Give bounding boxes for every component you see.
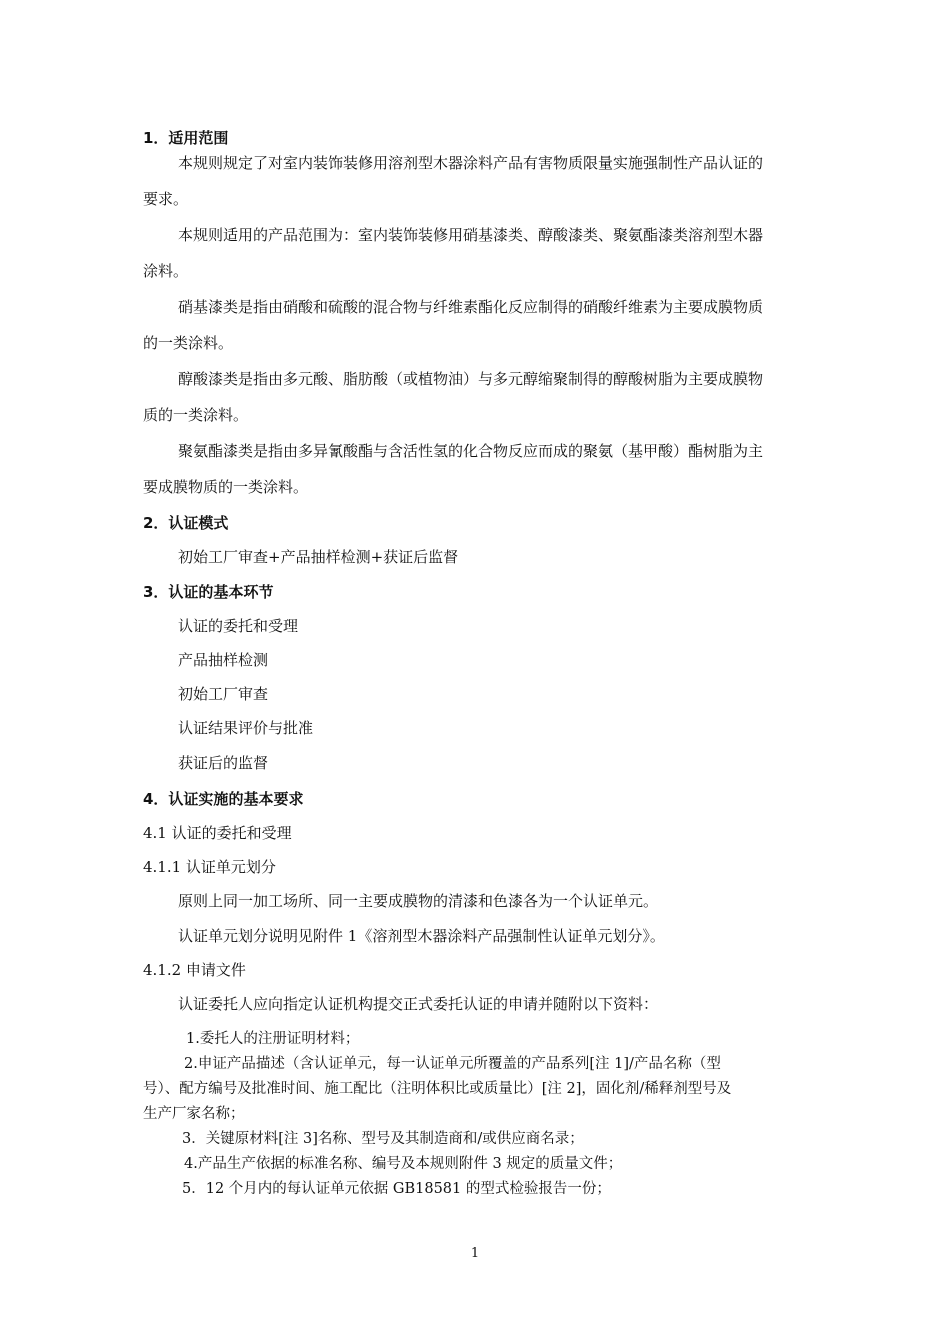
list-item: 认证结果评价与批准 (178, 719, 314, 737)
paragraph-line: 的一类涂料。 (143, 334, 234, 352)
paragraph-line: 认证单元划分说明见附件 1《溶剂型木器涂料产品强制性认证单元划分》。 (178, 927, 665, 945)
paragraph-line: 聚氨酯漆类是指由多异氰酸酯与含活性氢的化合物反应而成的聚氨（基甲酸）酯树脂为主 (178, 442, 764, 460)
paragraph-line: 涂料。 (143, 262, 189, 280)
requirement-item: 生产厂家名称； (143, 1106, 245, 1122)
paragraph-line: 原则上同一加工场所、同一主要成膜物的清漆和色漆各为一个认证单元。 (178, 892, 659, 910)
section-2-heading: 2．认证模式 (143, 514, 229, 532)
paragraph-line: 认证委托人应向指定认证机构提交正式委托认证的申请并随附以下资料： (178, 995, 659, 1013)
list-item: 认证的委托和受理 (178, 617, 299, 635)
list-item: 获证后的监督 (178, 754, 269, 772)
requirement-item: 2.申证产品描述（含认证单元，每一认证单元所覆盖的产品系列[注 1]/产品名称（型 (184, 1056, 721, 1072)
section-1-heading: 1．适用范围 (143, 129, 229, 147)
subsection-heading: 4.1.1 认证单元划分 (143, 858, 276, 876)
subsection-heading: 4.1 认证的委托和受理 (143, 824, 292, 842)
requirement-item: 4.产品生产依据的标准名称、编号及本规则附件 3 规定的质量文件； (184, 1156, 623, 1172)
requirement-item: 1.委托人的注册证明材料； (186, 1031, 360, 1047)
paragraph-line: 醇酸漆类是指由多元酸、脂肪酸（或植物油）与多元醇缩聚制得的醇酸树脂为主要成膜物 (178, 370, 764, 388)
list-item: 产品抽样检测 (178, 651, 269, 669)
section-3-heading: 3．认证的基本环节 (143, 583, 274, 601)
paragraph-line: 初始工厂审查+产品抽样检测+获证后监督 (178, 548, 459, 566)
paragraph-line: 要成膜物质的一类涂料。 (143, 478, 309, 496)
requirement-item: 5．12 个月内的每认证单元依据 GB18581 的型式检验报告一份； (182, 1181, 611, 1197)
requirement-item: 3．关键原材料[注 3]名称、型号及其制造商和/或供应商名录； (182, 1131, 584, 1147)
paragraph-line: 本规则适用的产品范围为：室内装饰装修用硝基漆类、醇酸漆类、聚氨酯漆类溶剂型木器 (178, 226, 764, 244)
page-number: 1 (470, 1246, 480, 1261)
paragraph-line: 质的一类涂料。 (143, 406, 249, 424)
requirement-item: 号）、配方编号及批准时间、施工配比（注明体积比或质量比）[注 2]，固化剂/稀释剂型号及 (143, 1081, 732, 1097)
paragraph-line: 本规则规定了对室内装饰装修用溶剂型木器涂料产品有害物质限量实施强制性产品认证的 (178, 154, 764, 172)
subsection-heading: 4.1.2 申请文件 (143, 961, 246, 979)
paragraph-line: 要求。 (143, 190, 189, 208)
list-item: 初始工厂审查 (178, 685, 269, 703)
section-4-heading: 4．认证实施的基本要求 (143, 790, 304, 808)
paragraph-line: 硝基漆类是指由硝酸和硫酸的混合物与纤维素酯化反应制得的硝酸纤维素为主要成膜物质 (178, 298, 764, 316)
